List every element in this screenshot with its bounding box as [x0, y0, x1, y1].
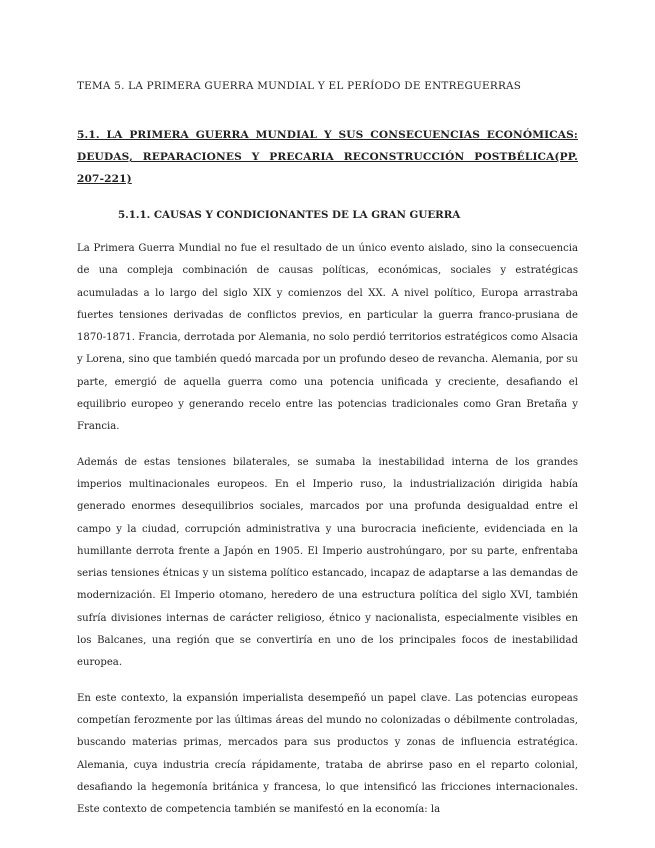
paragraph-imperialism: En este contexto, la expansión imperialista desempeñó un papel clave. Las potencias europeas competían ferozmente por las últimas áreas del mundo no colonizadas o débilmente controladas, buscando materias primas, mercados para sus productos y zonas de influencia estratégica. Alemania, cuya industria crecía rápidamente, trataba de abrirse paso en el reparto colonial, desafiando la hegemonía británica y francesa, lo que intensificó las fricciones internacionales. Este contexto de competencia también se manifestó en la economía: la: [77, 692, 578, 816]
section-heading: 5.1. LA PRIMERA GUERRA MUNDIAL Y SUS CONSECUENCIAS ECONÓMICAS: DEUDAS, REPARACIONES Y PRECARIA RECONSTRUCCIÓN POSTBÉLICA(PP. 207-221): [77, 129, 578, 185]
subsection-heading: 5.1.1. CAUSAS Y CONDICIONANTES DE LA GRAN GUERRA: [118, 209, 461, 221]
paragraph-causes: La Primera Guerra Mundial no fue el resultado de un único evento aislado, sino la consecuencia de una compleja combinación de causas políticas, económicas, sociales y estratégicas acumuladas a lo largo del siglo XIX y comienzos del XX. A nivel político, Europa arrastraba fuertes tensiones derivadas de conflictos previos, en particular la guerra franco-prusiana de 1870-1871. Francia, derrotada por Alemania, no solo perdió territorios estratégicos como Alsacia y Lorena, sino que también quedó marcada por un profundo deseo de revancha. Alemania, por su parte, emergió de aquella guerra como una potencia unificada y creciente, desafiando el equilibrio europeo y generando recelo entre las potencias tradicionales como Gran Bretaña y Francia.: [77, 243, 578, 433]
paragraph-empires: Además de estas tensiones bilaterales, se sumaba la inestabilidad interna de los grandes imperios multinacionales europeos. En el Imperio ruso, la industrialización dirigida había generado enormes desequilibrios sociales, marcados por una profunda desigualdad entre el campo y la ciudad, corrupción administrativa y una burocracia ineficiente, evidenciada en la humillante derrota frente a Japón en 1905. El Imperio austrohúngaro, por su parte, enfrentaba serias tensiones étnicas y un sistema político estancado, incapaz de adaptarse a las demandas de modernización. El Imperio otomano, heredero de una estructura política del siglo XVI, también sufría divisiones internas de carácter religioso, étnico y nacionalista, especialmente visibles en los Balcanes, una región que se convertiría en uno de los principales focos de inestabilidad europea.: [77, 456, 578, 669]
document-title: TEMA 5. LA PRIMERA GUERRA MUNDIAL Y EL PERÍODO DE ENTREGUERRAS: [77, 80, 522, 92]
